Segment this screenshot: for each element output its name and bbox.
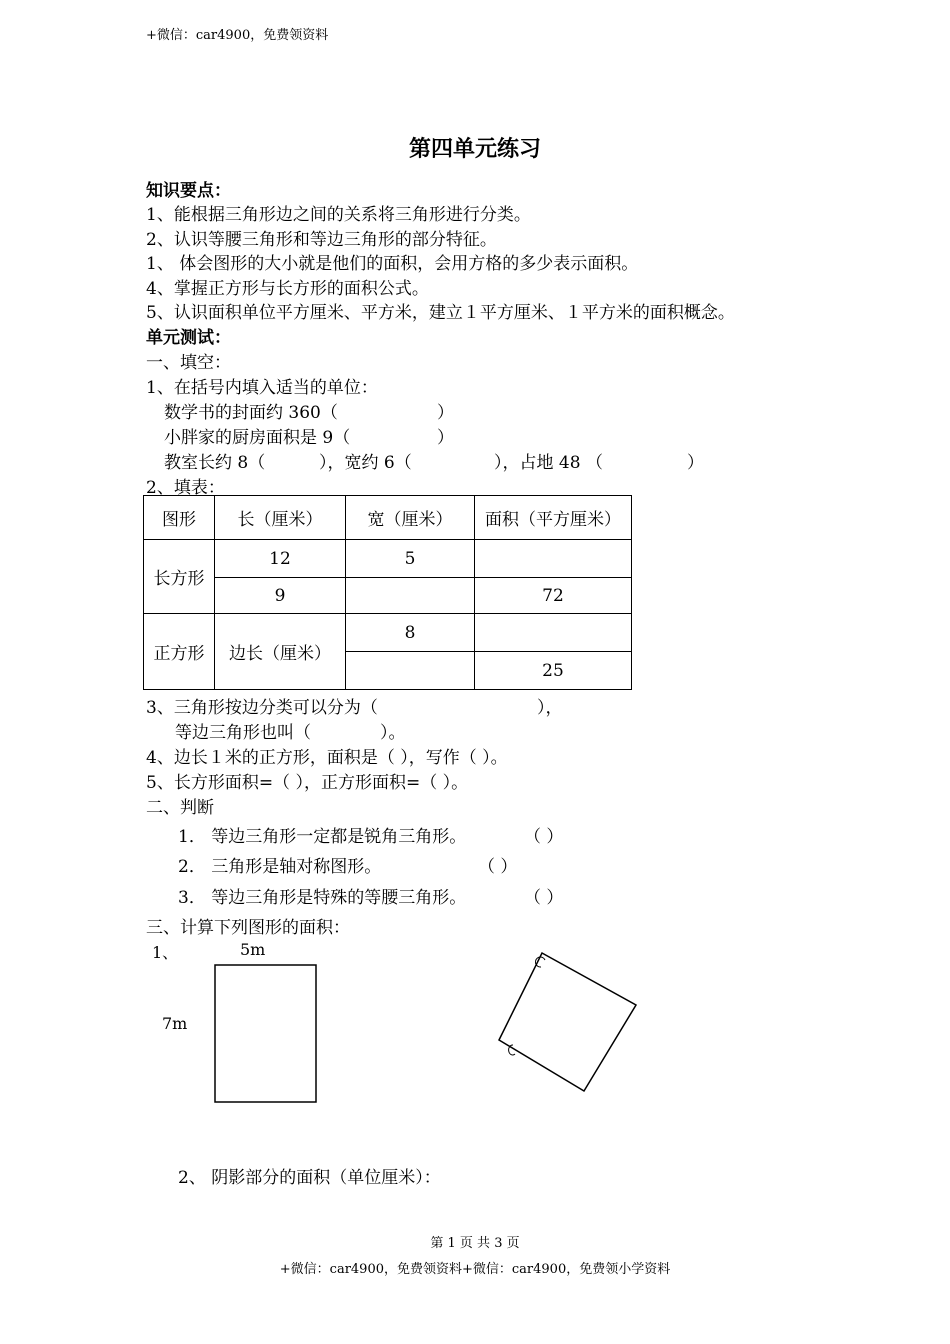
q1-line-c-mid2: ），占地 48 （ [494,453,603,473]
section-calc: 三、计算下列图形的面积： [146,918,350,938]
q1-line-c-mid1: ），宽约 6（ [319,453,412,473]
table-header: 长（厘米） [215,496,346,540]
table-header: 面积（平方厘米） [475,496,632,540]
judge-item: 3． 等边三角形是特殊的等腰三角形。 [178,888,467,908]
rectangle-shape [215,965,316,1102]
section-judge: 二、判断 [146,798,214,818]
judge-paren: （ ） [478,857,518,877]
calc2-label: 2、 阴影部分的面积（单位厘米）： [178,1168,441,1188]
table-cell: 5 [346,540,475,578]
test-heading: 单元测试： [146,328,231,348]
q1-line-b-close: ） [437,428,454,448]
judge-item: 1． 等边三角形一定都是锐角三角形。 [178,827,467,847]
question-3-line2-close: ）。 [380,723,406,743]
table-cell: 72 [475,578,632,614]
square-label: 正方形 [144,614,215,690]
page-title: 第四单元练习 [408,137,541,162]
calc1-width-label: 5m [240,940,266,959]
table-cell: 8 [346,614,475,652]
table-cell: 12 [215,540,346,578]
knowledge-item: 1、 体会图形的大小就是他们的面积，会用方格的多少表示面积。 [146,254,639,274]
judge-paren: （ ） [524,888,564,908]
question-5: 5、长方形面积=（ ），正方形面积=（ ）。 [146,773,469,793]
square-side-label: 边长（厘米） [215,614,346,690]
table-header: 图形 [144,496,215,540]
arc-mark [509,1045,515,1055]
table-cell: 25 [475,652,632,690]
question-2: 2、填表： [146,478,225,498]
calc1-height-label: 7m [162,1014,188,1033]
rect-label: 长方形 [144,540,215,614]
q1-line-a-close: ） [437,403,454,423]
rotated-square-shape [499,953,636,1091]
question-3-line1-close: ）， [537,698,563,718]
q1-line-c-close: ） [687,453,704,473]
judge-paren: （ ） [524,827,564,847]
footer-page-number: 第 1 页 共 3 页 [430,1236,520,1251]
judge-item: 2． 三角形是轴对称图形。 [178,857,382,877]
table-cell: 9 [215,578,346,614]
q1-line-c: 教室长约 8（ [164,453,266,473]
knowledge-item: 1、能根据三角形边之间的关系将三角形进行分类。 [146,205,531,225]
table-header: 宽（厘米） [346,496,475,540]
calc1-label: 1、 [152,943,179,962]
q1-line-b: 小胖家的厨房面积是 9（ [164,428,351,448]
footer-note: +微信：car4900，免费领资料+微信：car4900，免费领小学资料 [279,1262,671,1277]
knowledge-item: 4、掌握正方形与长方形的面积公式。 [146,279,429,299]
section-fill: 一、填空： [146,353,231,373]
question-3-line2: 等边三角形也叫（ [175,723,311,743]
question-3-line1: 3、三角形按边分类可以分为（ [146,698,378,718]
knowledge-item: 2、认识等腰三角形和等边三角形的部分特征。 [146,230,497,250]
knowledge-item: 5、认识面积单位平方厘米、平方米，建立１平方厘米、１平方米的面积概念。 [146,303,735,323]
header-note: +微信：car4900，免费领资料 [146,28,329,43]
q1-line-a: 数学书的封面约 360（ [164,403,338,423]
knowledge-heading: 知识要点： [146,181,231,201]
question-1: 1、在括号内填入适当的单位： [146,378,378,398]
question-4: 4、边长１米的正方形，面积是（ ），写作（ ）。 [146,748,508,768]
